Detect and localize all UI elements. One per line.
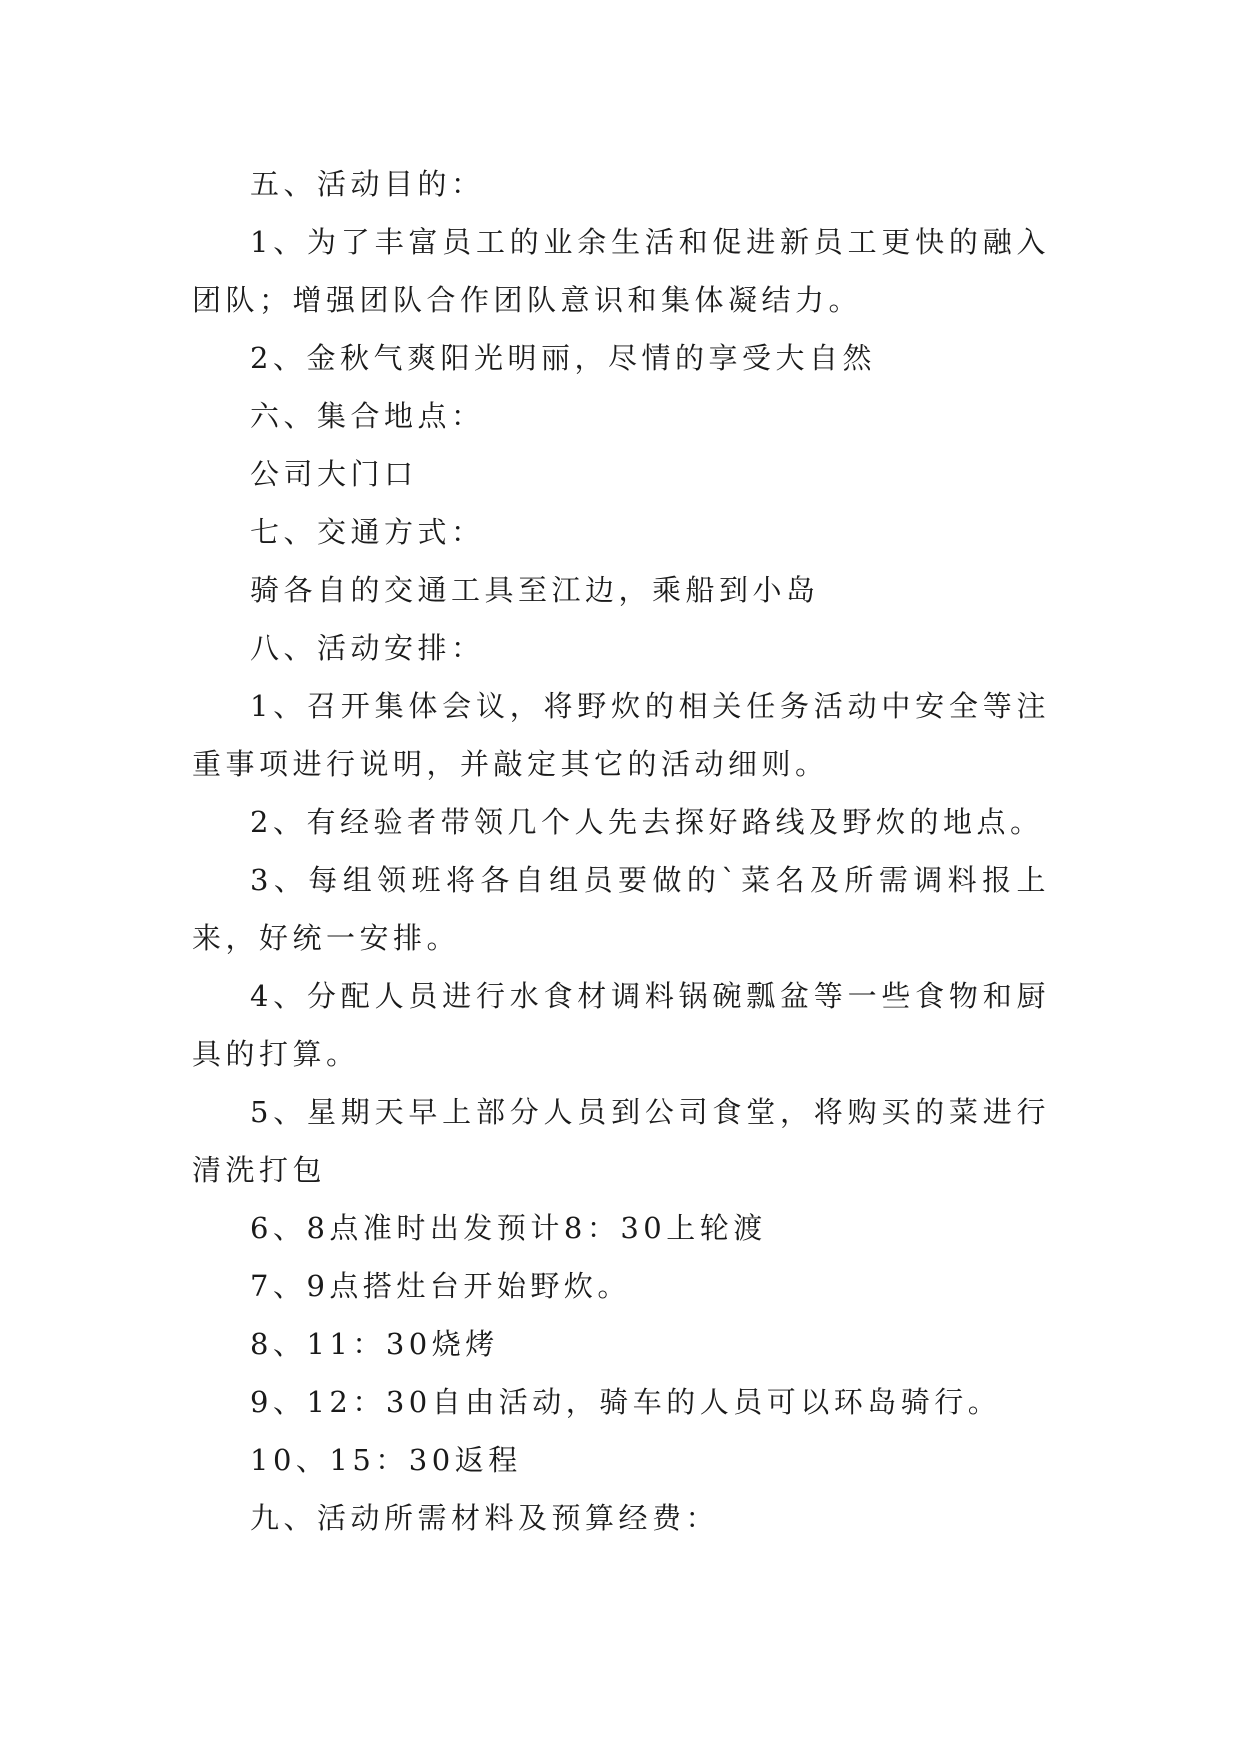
- section-heading-meeting-place: 六、集合地点：: [250, 399, 485, 433]
- section-heading-transport: 七、交通方式：: [250, 515, 485, 549]
- purpose-item-2: 2、金秋气爽阳光明丽，尽情的享受大自然: [250, 341, 876, 375]
- purpose-item-1: 1、为了丰富员工的业余生活和促进新员工更快的融入团队；增强团队合作团队意识和集体凝结力。: [192, 225, 1050, 317]
- section-heading-materials-budget: 九、活动所需材料及预算经费：: [250, 1501, 720, 1535]
- schedule-item-7: 7、9点搭灶台开始野炊。: [250, 1269, 631, 1303]
- schedule-item-3: 3、每组领班将各自组员要做的`菜名及所需调料报上来，好统一安排。: [192, 863, 1050, 955]
- meeting-place-text: 公司大门口: [250, 457, 418, 491]
- schedule-item-6: 6、8点准时出发预计8：30上轮渡: [250, 1211, 767, 1245]
- schedule-item-5: 5、星期天早上部分人员到公司食堂，将购买的菜进行清洗打包: [192, 1095, 1050, 1187]
- transport-text: 骑各自的交通工具至江边，乘船到小岛: [250, 573, 820, 607]
- document-body: [192, 155, 1050, 1547]
- schedule-item-2: 2、有经验者带领几个人先去探好路线及野炊的地点。: [250, 805, 1044, 839]
- section-heading-purpose: 五、活动目的：: [250, 167, 485, 201]
- schedule-item-8: 8、11：30烧烤: [250, 1327, 499, 1361]
- section-heading-schedule: 八、活动安排：: [250, 631, 485, 665]
- schedule-item-4: 4、分配人员进行水食材调料锅碗瓢盆等一些食物和厨具的打算。: [192, 979, 1050, 1071]
- schedule-item-9: 9、12：30自由活动，骑车的人员可以环岛骑行。: [250, 1385, 1002, 1419]
- schedule-item-10: 10、15：30返程: [250, 1443, 522, 1477]
- schedule-item-1: 1、召开集体会议，将野炊的相关任务活动中安全等注重事项进行说明，并敲定其它的活动细则。: [192, 689, 1050, 781]
